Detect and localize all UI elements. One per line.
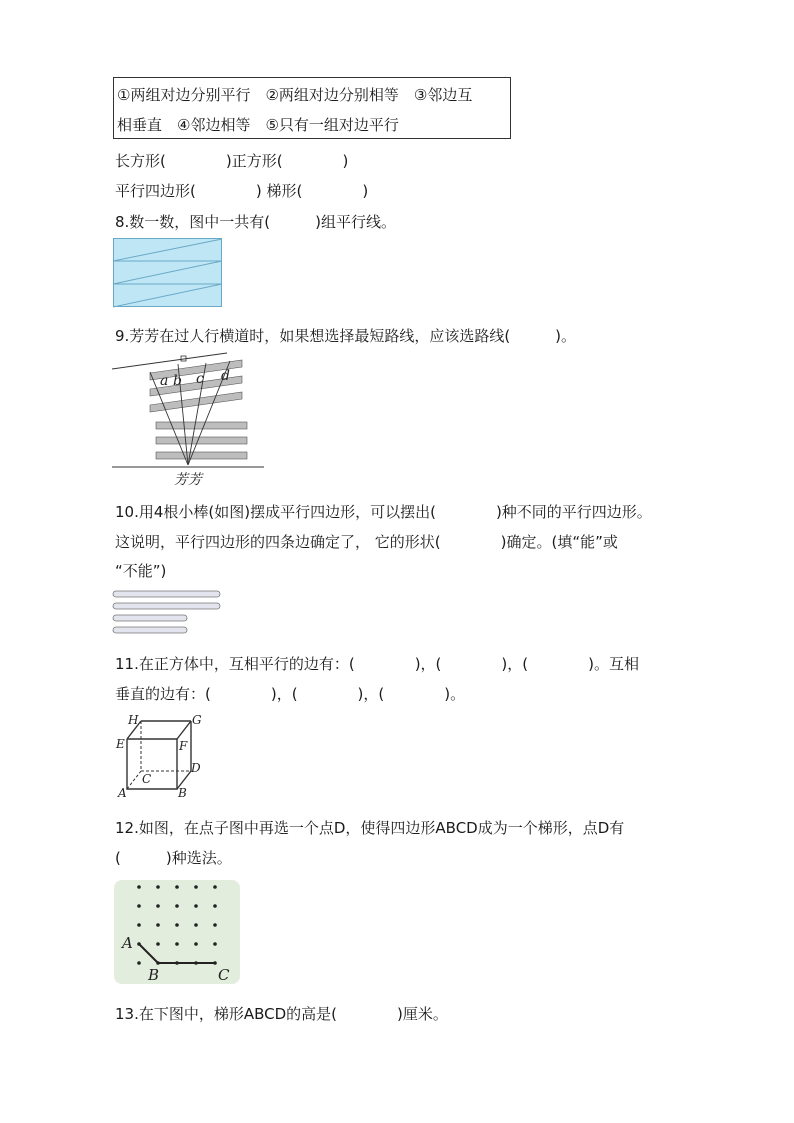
q11-vertex-f: F (179, 739, 188, 753)
q11-vertex-c: C (142, 772, 152, 786)
grid-dot (175, 885, 179, 889)
q11-vertex-d: D (191, 761, 201, 775)
q12-label-b: B (148, 966, 160, 984)
q11-vertex-a: A (118, 786, 127, 800)
grid-dot (137, 904, 141, 908)
q12-line-1: 12.如图，在点子图中再选一个点D，使得四边形ABCD成为一个梯形，点D有 (115, 819, 625, 837)
q11-vertex-e: E (116, 737, 125, 751)
q11-cube-figure (115, 710, 205, 800)
q11-line-1: 11.在正方体中，互相平行的边有：( )，( )，( )。互相 (115, 655, 639, 673)
q10-line-1: 10.用4根小棒(如图)摆成平行四边形，可以摆出( )种不同的平行四边形。 (115, 503, 652, 521)
q13-question: 13.在下图中，梯形ABCD的高是( )厘米。 (115, 1005, 448, 1023)
q9-label-b: b (173, 373, 182, 389)
grid-dot (213, 904, 217, 908)
grid-dot (137, 885, 141, 889)
q9-crosswalk-figure (112, 350, 267, 490)
grid-dot (213, 885, 217, 889)
option-box (113, 77, 511, 139)
grid-dot (156, 904, 160, 908)
q11-vertex-b: B (178, 786, 187, 800)
q12-line-2: ( )种选法。 (115, 849, 232, 867)
grid-dot (213, 923, 217, 927)
option-row-1: ①两组对边分别平行 ②两组对边分别相等 ③邻边互 (117, 86, 473, 104)
grid-dot (175, 942, 179, 946)
q12-label-a: A (122, 934, 133, 952)
q12-dot-grid-figure (114, 880, 240, 984)
q11-vertex-h: H (128, 713, 139, 727)
grid-dot (137, 961, 141, 965)
grid-dot (194, 942, 198, 946)
grid-dot (156, 885, 160, 889)
q9-person-label: 芳芳 (174, 472, 202, 488)
grid-dot (194, 923, 198, 927)
grid-dot (137, 923, 141, 927)
q7-line-2: 平行四边形( ) 梯形( ) (115, 182, 369, 200)
grid-dot (175, 904, 179, 908)
grid-dot (175, 923, 179, 927)
q11-line-2: 垂直的边有：( )，( )，( )。 (115, 685, 466, 703)
q7-line-1: 长方形( )正方形( ) (115, 152, 349, 170)
q9-label-a: a (160, 373, 169, 389)
option-row-2: 相垂直 ④邻边相等 ⑤只有一组对边平行 (117, 116, 399, 134)
grid-dot (156, 923, 160, 927)
q9-label-c: c (196, 371, 204, 387)
q10-line-2: 这说明，平行四边形的四条边确定了， 它的形状( )确定。(填“能”或 (115, 533, 618, 551)
q9-question: 9.芳芳在过人行横道时，如果想选择最短路线，应该选路线( )。 (115, 327, 577, 345)
grid-dot (194, 904, 198, 908)
q11-vertex-g: G (192, 713, 202, 727)
q8-parallel-lines-figure (113, 238, 223, 308)
q8-question: 8.数一数，图中一共有( )组平行线。 (115, 213, 397, 231)
grid-dot (156, 942, 160, 946)
q10-line-3: “不能”) (115, 562, 167, 580)
q9-label-d: d (221, 368, 230, 384)
q10-sticks-figure (112, 590, 224, 638)
q12-label-c: C (218, 966, 230, 984)
grid-dot (194, 885, 198, 889)
grid-dot (213, 942, 217, 946)
